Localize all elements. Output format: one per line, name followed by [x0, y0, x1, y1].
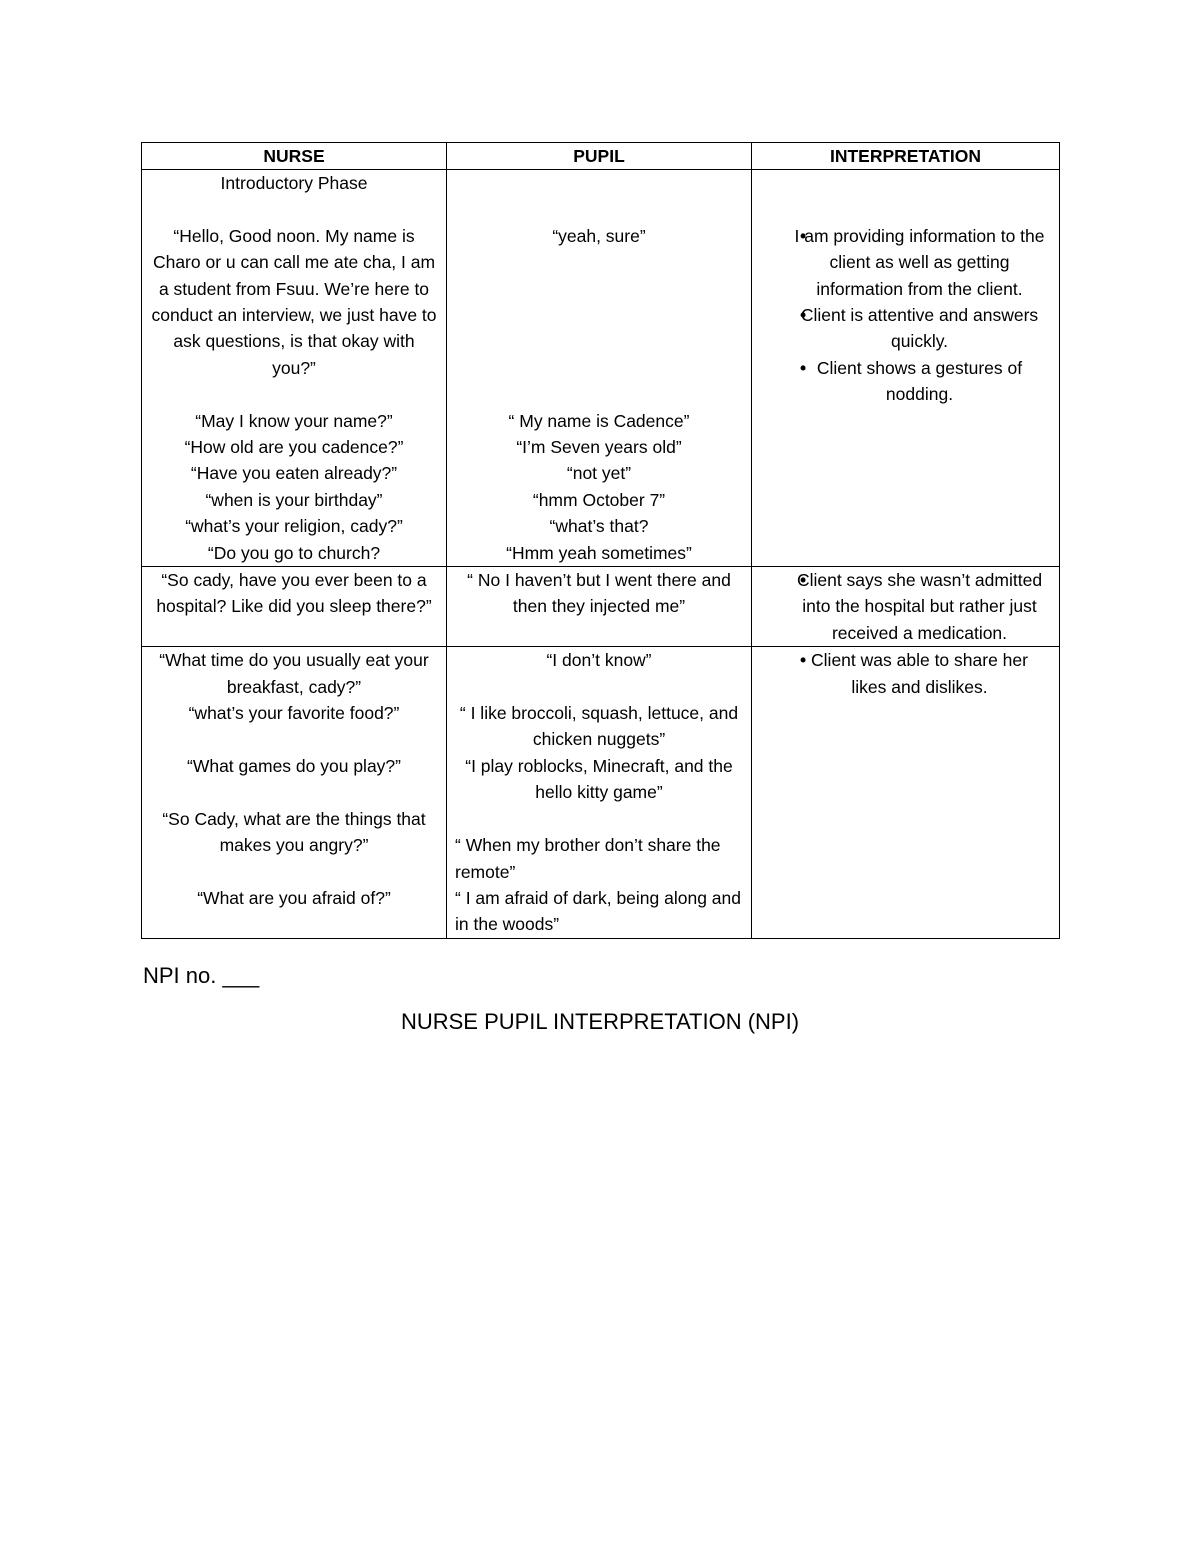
header-nurse: NURSE — [142, 143, 447, 170]
pupil-answer: “ I like broccoli, squash, lettuce, and chicken nuggets” — [459, 703, 739, 750]
pupil-answer: “ I am afraid of dark, being along and in the woods” — [455, 887, 742, 935]
nurse-cell — [142, 170, 447, 567]
pupil-answer: “I don’t know” — [546, 650, 652, 671]
pupil-answer: “I’m Seven years old” — [516, 436, 682, 457]
nurse-intro: “Hello, Good noon. My name is Charo or u can call me ate cha, I am a student from Fsuu. We’re here to conduct an interview, we just have to ask questions, is that okay with you?” — [151, 225, 437, 378]
document-title: NURSE PUPIL INTERPRETATION (NPI) — [400, 1009, 800, 1034]
pupil-answer: “ When my brother don’t share the remote” — [455, 835, 721, 882]
nurse-question: “when is your birthday” — [205, 489, 383, 510]
interpretation-item: • Client shows a gestures of nodding. — [776, 355, 1045, 408]
phase-label: Introductory Phase — [220, 173, 368, 193]
interpretation-cell — [752, 170, 1060, 567]
nurse-question: “What are you afraid of?” — [197, 887, 391, 908]
pupil-cell — [447, 567, 752, 647]
table-row — [142, 567, 1060, 647]
table-row — [142, 170, 1060, 567]
pupil-answer: “hmm October 7” — [532, 489, 666, 510]
nurse-question: “May I know your name?” — [195, 410, 393, 431]
nurse-question: “What games do you play?” — [187, 755, 401, 776]
npi-number: NPI no. ___ — [143, 963, 260, 988]
header-interpretation: INTERPRETATION — [752, 143, 1060, 170]
interpretation-item: • Client was able to share her likes and dislikes. — [776, 647, 1045, 700]
pupil-answer: “I play roblocks, Minecraft, and the hello kitty game” — [465, 755, 733, 803]
pupil-cell — [447, 170, 752, 567]
table-header-row — [142, 143, 1060, 170]
pupil-answer: “what’s that? — [549, 516, 649, 537]
interpretation-item: • I am providing information to the client as well as getting information from the client. — [776, 223, 1045, 302]
nurse-question: “How old are you cadence?” — [184, 437, 404, 458]
pupil-answer: “ No I haven’t but I went there and then they injected me” — [467, 570, 731, 617]
table-row — [142, 647, 1060, 938]
nurse-question: “Have you eaten already?” — [190, 463, 398, 484]
interpretation-item: • Client is attentive and answers quickly. — [776, 302, 1045, 355]
interpretation-cell — [752, 647, 1060, 938]
pupil-answer: “yeah, sure” — [552, 225, 646, 246]
nurse-question: “So Cady, what are the things that makes you angry?” — [162, 808, 426, 856]
pupil-cell — [447, 647, 752, 938]
interpretation-list — [760, 647, 1051, 700]
nurse-question: “what’s your religion, cady?” — [185, 516, 403, 537]
nurse-question: “So cady, have you ever been to a hospital? Like did you sleep there?” — [156, 570, 432, 617]
interpretation-list — [760, 223, 1051, 408]
pupil-answer: “Hmm yeah sometimes” — [506, 542, 692, 563]
nurse-question: “Do you go to church? — [207, 542, 381, 563]
npi-table — [141, 142, 1060, 939]
nurse-cell — [142, 647, 447, 938]
pupil-answer: “ My name is Cadence” — [508, 410, 690, 431]
interpretation-list — [760, 567, 1051, 646]
interpretation-cell — [752, 567, 1060, 647]
header-pupil: PUPIL — [447, 143, 752, 170]
interpretation-item: • Client says she wasn’t admitted into the hospital but rather just received a medication. — [776, 567, 1045, 646]
pupil-answer: “not yet” — [566, 463, 632, 484]
nurse-question: “What time do you usually eat your breakfast, cady?” — [159, 650, 429, 697]
nurse-question: “what’s your favorite food?” — [188, 703, 400, 724]
nurse-cell — [142, 567, 447, 647]
